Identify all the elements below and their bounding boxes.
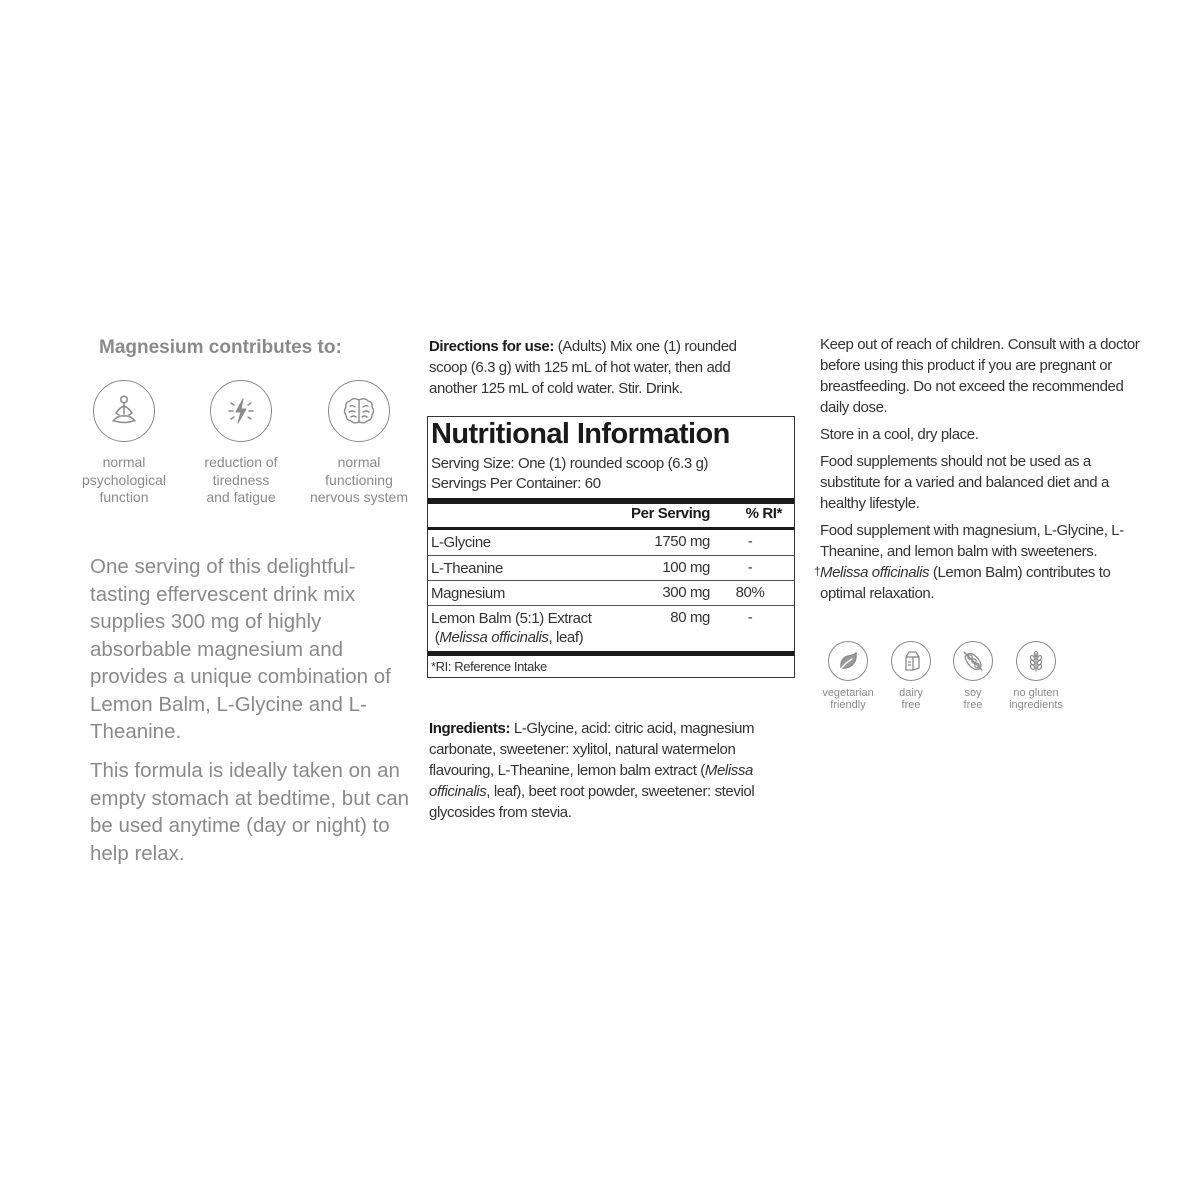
claim-body: (Lemon Balm) contributes to optimal relaxation. [820, 564, 1111, 602]
milk-carton-icon [891, 641, 931, 681]
paren-open: ( [434, 629, 440, 646]
ingredients-latin: Melissa officinalis [429, 762, 753, 800]
lightning-icon [210, 380, 272, 442]
benefit-tiredness [178, 380, 304, 507]
column-header-ri: % RI* [745, 505, 782, 522]
bottom-rule [428, 651, 794, 656]
nutrient-name: L-Glycine [431, 534, 491, 551]
badge-label: dairy [899, 687, 923, 699]
nutrient-ri: - [747, 533, 753, 550]
soy-icon [953, 641, 993, 681]
magnesium-heading: Magnesium contributes to: [99, 337, 342, 358]
nutrient-amount: 300 mg [662, 584, 710, 601]
column-header-per-serving: Per Serving [631, 505, 710, 522]
claim-latin: Melissa officinalis [820, 564, 930, 581]
supplement-note: Food supplements should not be used as a substitute for a varied and balanced diet and a healthy lifestyle. [820, 453, 1109, 512]
row-divider [428, 555, 794, 556]
benefit-label-line: psychological [81, 471, 167, 488]
badge-label: friendly [830, 699, 866, 711]
nutrient-ri: - [747, 559, 753, 576]
badge-label: soy [964, 687, 982, 699]
nutrient-ri: 80% [735, 584, 765, 601]
ingredients-body-2: , leaf), beet root powder, sweetener: steviol glycosides from stevia. [429, 783, 755, 821]
nutrient-ri: - [747, 609, 753, 626]
usage-paragraph: This formula is ideally taken on an empty stomach at bedtime, but can be used anytime (day or night) to help relax. [90, 759, 410, 865]
nutrient-amount: 80 mg [670, 609, 710, 626]
directions-label: Directions for use: [429, 338, 554, 355]
relaxation-claim [820, 562, 1140, 604]
row-divider [428, 605, 794, 606]
nutrient-amount: 100 mg [662, 559, 710, 576]
directions-text [429, 336, 774, 399]
wheat-icon [1016, 641, 1056, 681]
nutrient-amount: 1750 mg [654, 533, 710, 550]
benefit-nervous-system [296, 380, 422, 507]
badge-label: free [963, 699, 983, 711]
nutrient-name [431, 609, 591, 647]
badge-label: ingredients [1009, 699, 1063, 711]
badge-label: vegetarian [822, 687, 874, 699]
storage-text: Store in a cool, dry place. [820, 426, 979, 443]
thick-rule [428, 498, 794, 504]
warning-text: Keep out of reach of children. Consult with a doctor before using this product if you are pregnant or breastfeeding. Do not exceed the recommended daily dose. [820, 336, 1140, 416]
leaf-icon [828, 641, 868, 681]
benefit-label-line: tiredness [212, 471, 270, 488]
nutrition-title: Nutritional Information [431, 418, 730, 450]
serving-size: Serving Size: One (1) rounded scoop (6.3 g) [431, 455, 709, 472]
plant-part: , leaf) [548, 629, 584, 646]
badge-no-gluten [996, 641, 1076, 711]
servings-per-container: Servings Per Container: 60 [431, 475, 601, 492]
medium-rule [428, 527, 794, 530]
benefit-label-line: normal [337, 454, 381, 470]
nutrient-name: Magnesium [431, 585, 505, 602]
badge-label: no gluten [1013, 687, 1059, 699]
nutrient-name: L-Theanine [431, 560, 503, 577]
benefit-label-line: reduction of [204, 454, 278, 470]
serving-info [431, 454, 708, 494]
badge-label: free [901, 699, 921, 711]
benefit-psychological [61, 380, 187, 507]
benefit-label-line: and fatigue [206, 489, 276, 505]
brain-icon [328, 380, 390, 442]
nutrient-name-line1: Lemon Balm (5:1) Extract [431, 610, 592, 627]
benefit-label-line: normal [102, 454, 146, 470]
meditation-icon [93, 380, 155, 442]
description-paragraph: One serving of this delightful-tasting effervescent drink mix supplies 300 mg of highly absorbable magnesium and provides a unique combination of Lemon Balm, L-Glycine and L-Theanine. [90, 555, 391, 743]
directions-body: (Adults) Mix one (1) rounded scoop (6.3 g) with 125 mL of hot water, then add another 125 mL of cold water. Stir. Drink. [429, 338, 737, 397]
product-description: Food supplement with magnesium, L-Glycine, L-Theanine, and lemon balm with sweeteners. [820, 522, 1124, 560]
nutrition-panel [427, 416, 795, 678]
ingredients-label: Ingredients: [429, 720, 511, 737]
ingredients-body-1: L-Glycine, acid: citric acid, magnesium carbonate, sweetener: xylitol, natural watermelon flavouring, L-Theanine, lemon balm extract ( [429, 720, 755, 779]
ingredients-text [429, 718, 784, 823]
latin-name: Melissa officinalis [439, 629, 549, 646]
dagger-symbol: † [814, 564, 821, 578]
benefit-label-line: functioning [325, 471, 393, 488]
benefit-label-line: function [99, 489, 149, 505]
row-divider [428, 580, 794, 581]
benefit-label-line: nervous system [309, 489, 409, 505]
ri-footnote: *RI: Reference Intake [431, 659, 547, 674]
